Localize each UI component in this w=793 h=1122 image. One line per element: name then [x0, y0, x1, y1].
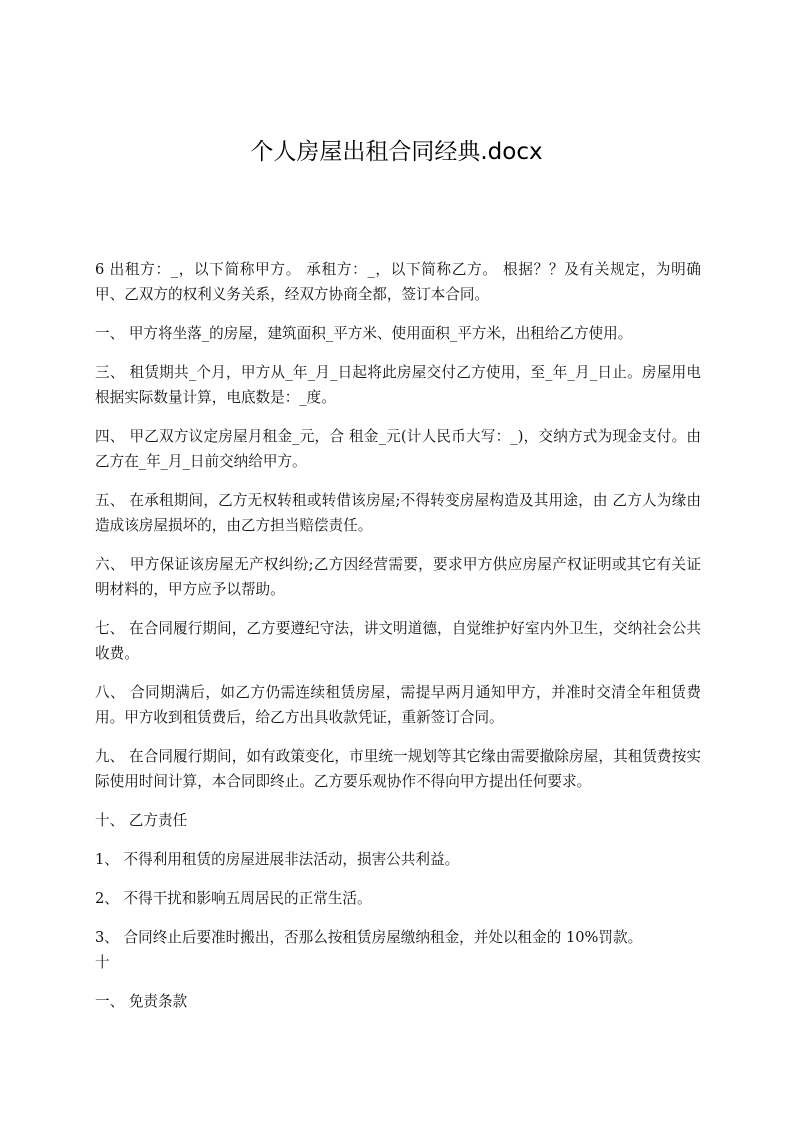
- paragraph-clause-8: 八、 合同期满后，如乙方仍需连续租赁房屋，需提早两月通知甲方，并准时交清全年租赁费用。甲方收到租赁费后，给乙方出具收款凭证，重新签订合同。: [95, 684, 701, 726]
- paragraph-clause-1: 一、 甲方将坐落_的房屋，建筑面积_平方米、使用面积_平方米，出租给乙方使用。: [95, 325, 633, 342]
- paragraph-clause-11-prefix: 十: [95, 954, 110, 971]
- paragraph-intro: 6 出租方：_，以下简称甲方。 承租方：_，以下简称乙方。 根据？？及有关规定，为明确甲、乙双方的权利义务关系，经双方协商全都，签订本合同。: [95, 261, 701, 303]
- paragraph-duty-1: 1、 不得利用租赁的房屋进展非法活动，损害公共利益。: [95, 851, 460, 868]
- paragraph-clause-9: 九、 在合同履行期间，如有政策变化，市里统一规划等其它缘由需要撤除房屋，其租赁费按实际使用时间计算，本合同即终止。乙方要乐观协作不得向甲方提出任何要求。: [95, 748, 701, 790]
- paragraph-clause-4: 四、 甲乙双方议定房屋月租金_元，合 租金_元(计人民币大写：_)，交纳方式为现金支付。由乙方在_年_月_日前交纳给甲方。: [95, 428, 701, 470]
- document-body: [95, 257, 701, 1028]
- paragraph-clause-10-heading: 十、 乙方责任: [95, 812, 188, 829]
- paragraph-exemption-heading: 一、 免责条款: [95, 993, 188, 1010]
- paragraph-clause-6: 六、 甲方保证该房屋无产权纠纷;乙方因经营需要，要求甲方供应房屋产权证明或其它有关证明材料的，甲方应予以帮助。: [95, 556, 701, 598]
- paragraph-duty-2: 2、 不得干扰和影响五周居民的正常生活。: [95, 890, 372, 907]
- paragraph-clause-5: 五、 在承租期间，乙方无权转租或转借该房屋;不得转变房屋构造及其用途，由 乙方人为缘由造成该房屋损坏的，由乙方担当赔偿责任。: [95, 492, 701, 534]
- paragraph-clause-7: 七、 在合同履行期间，乙方要遵纪守法，讲文明道德，自觉维护好室内外卫生，交纳社会公共收费。: [95, 620, 701, 662]
- paragraph-duty-3: 3、 合同终止后要准时搬出，否那么按租赁房屋缴纳租金，并处以租金的 10%罚款。: [95, 929, 643, 946]
- paragraph-clause-3: 三、 租赁期共_个月，甲方从_年_月_日起将此房屋交付乙方使用，至_年_月_日止。房屋用电根据实际数量计算，电底数是：_度。: [95, 364, 701, 406]
- document-title: 个人房屋出租合同经典.docx: [250, 139, 543, 165]
